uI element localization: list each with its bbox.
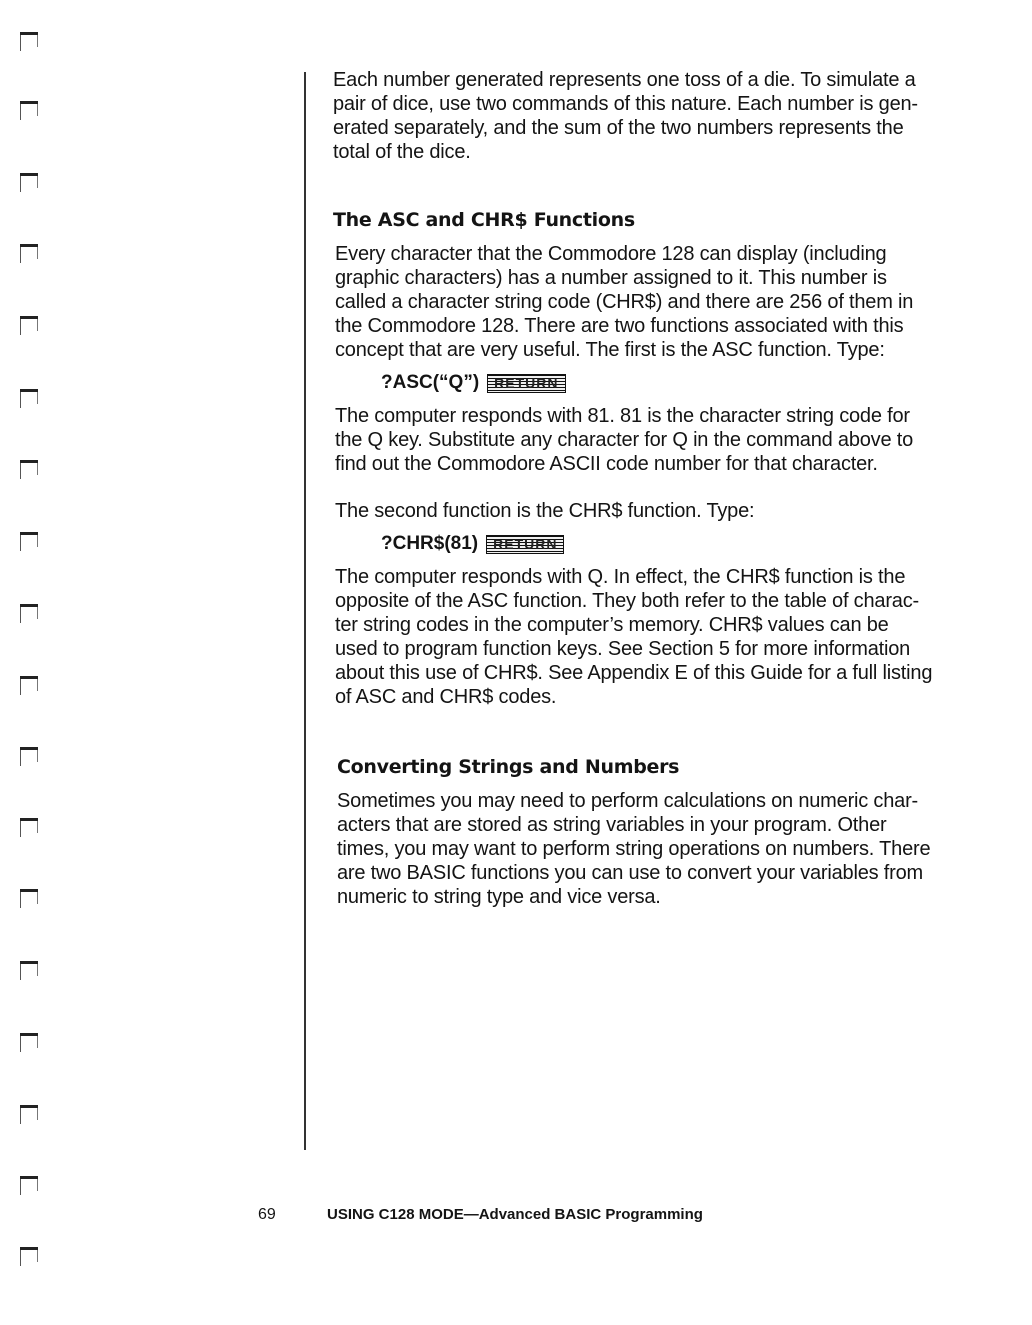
binding-ring <box>18 747 42 771</box>
binding-ring <box>18 32 42 56</box>
chr-command-text: ?CHR$(81) <box>381 533 479 554</box>
chr-command-example <box>333 533 983 555</box>
page-number: 69 <box>258 1206 276 1223</box>
binding-ring <box>18 1176 42 1200</box>
binding-ring <box>18 1247 42 1271</box>
binding-ring <box>18 173 42 197</box>
asc-result-paragraph: The computer responds with 81. 81 is the character string code for the Q key. Substitute any character for Q in the command above to find out the Commodore ASCII code number for that character. <box>335 405 914 475</box>
spiral-binding <box>18 0 48 1325</box>
binding-ring <box>18 532 42 556</box>
asc-chr-intro-paragraph: Every character that the Commodore 128 can display (including graphic characters) has a number assigned to it. This number is called a character string code (CHR$) and there are 256 of them in the Commodore 128. There are two functions associated with this concept that are very useful. The first is the ASC function. Type: <box>335 243 914 361</box>
return-key-icon: RETURN <box>486 535 564 554</box>
asc-command-example <box>333 372 983 394</box>
footer-title-bold: USING C128 MODE— <box>327 1206 479 1223</box>
binding-ring <box>18 460 42 484</box>
chr-intro-paragraph: The second function is the CHR$ function. Type: <box>335 500 755 522</box>
converting-paragraph: Sometimes you may need to perform calculations on numeric char- acters that are stored as string variables in your program. Other times, you may want to perform string operations on numbers. There are two BASIC functions you can use to convert your variables from numeric to string type and vice versa. <box>337 790 931 908</box>
binding-ring <box>18 676 42 700</box>
binding-ring <box>18 389 42 413</box>
footer-title-rest: Advanced BASIC Programming <box>478 1206 703 1223</box>
intro-paragraph: Each number generated represents one toss of a die. To simulate a pair of dice, use two commands of this nature. Each number is gen- erated separately, and the sum of the two numbers represents the total of the dice. <box>333 69 918 163</box>
binding-ring <box>18 244 42 268</box>
margin-rule <box>304 72 306 1150</box>
binding-ring <box>18 604 42 628</box>
binding-ring <box>18 961 42 985</box>
chr-result-paragraph: The computer responds with Q. In effect, the CHR$ function is the opposite of the ASC function. They both refer to the table of charac- ter string codes in the computer’s memory. CHR$ values can be used to program function keys. See Section 5 for more information about this use of CHR$. See Appendix E of this Guide for a full listing of ASC and CHR$ codes. <box>335 566 933 708</box>
binding-ring <box>18 101 42 125</box>
running-footer <box>327 1206 703 1223</box>
binding-ring <box>18 818 42 842</box>
binding-ring <box>18 1033 42 1057</box>
section-heading-asc-chr: The ASC and CHR$ Functions <box>333 209 635 231</box>
return-key-icon: RETURN <box>487 374 565 393</box>
section-heading-converting: Converting Strings and Numbers <box>337 756 680 778</box>
asc-command-text: ?ASC(“Q”) <box>381 372 480 393</box>
binding-ring <box>18 1105 42 1129</box>
binding-ring <box>18 889 42 913</box>
page-content <box>333 68 983 909</box>
binding-ring <box>18 316 42 340</box>
